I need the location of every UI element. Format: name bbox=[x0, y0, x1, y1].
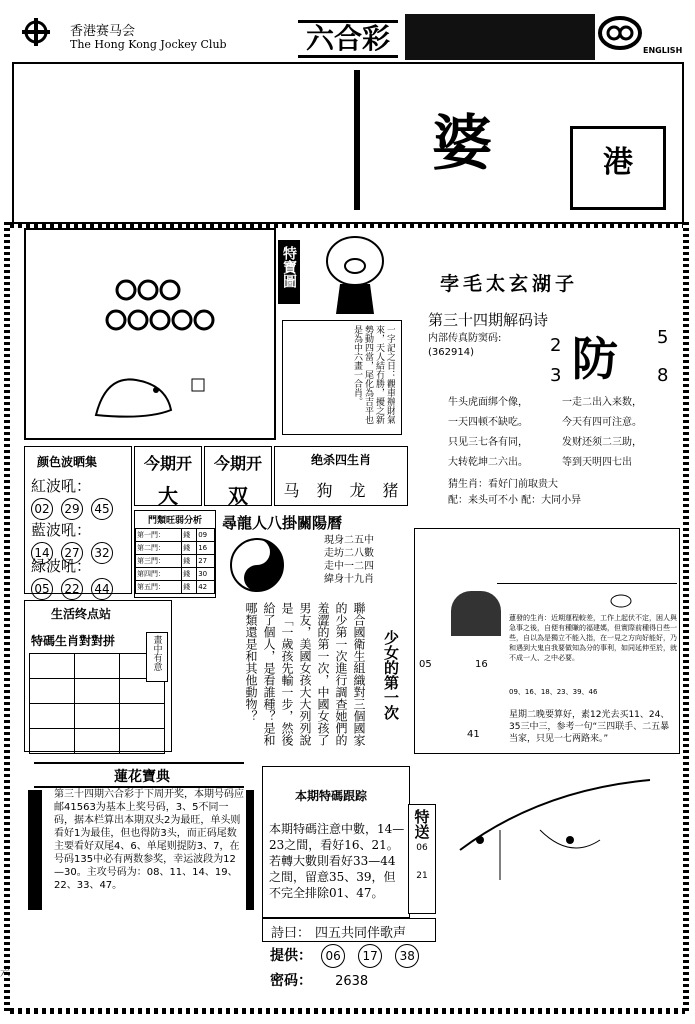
track-title: 本期特碼跟踪 bbox=[295, 789, 368, 803]
today-panel-2 bbox=[204, 446, 272, 506]
scroll-text: 一字記之日：觀車辦財氣來，天人結冇勝，擾之新勢動四當，尾化為吉平也是為中六畫一合肖。 bbox=[352, 325, 395, 424]
grid-side-box bbox=[146, 632, 168, 682]
photo-num-3: 41 bbox=[467, 729, 480, 740]
riddle-left-lines: 牛头虎面绑个像， 一天四顿不缺吃。 只见三七各有同， 大转乾坤二六出。 bbox=[448, 397, 528, 468]
rabbit-icon bbox=[605, 587, 635, 609]
photo-num-2: 16 bbox=[475, 659, 488, 670]
chain-border-right bbox=[683, 222, 689, 1012]
photo-top-box bbox=[497, 529, 677, 584]
track-side-num-1: 06 bbox=[416, 843, 428, 853]
password-row bbox=[270, 970, 470, 994]
supply-label: 提供： bbox=[270, 948, 312, 964]
grid-side-label: 畫中有意 bbox=[151, 635, 162, 671]
supply-num-2: 17 bbox=[358, 944, 382, 968]
wave-row-red: 紅波吼： 02 29 45 bbox=[31, 475, 121, 520]
riddle-code: (362914) bbox=[428, 347, 474, 358]
chain-border-bottom bbox=[10, 1008, 685, 1014]
supply-num-1: 06 bbox=[321, 944, 345, 968]
lotus-body: 第三十四期六合彩于下周开奖，本期号码应邮41563为基本上奖号码，3、5不同一码，据本栏算出本期双头2为最旺，单头则看好1为最佳，但也得防3头，而正码尾数主要看好双尾4、6、单尾则提防3、7，在号码135中必有两数参奖，幸运波段为12—30。主攻号码为：08、11、14、19、22、33、47。 bbox=[54, 789, 244, 891]
gossip-title: 尋龍人八掛關陽曆 bbox=[222, 514, 343, 532]
lotus-left-bar bbox=[28, 790, 42, 910]
zodiac-heading: 绝杀四生肖 bbox=[310, 453, 371, 467]
grid-title: 特碼生肖對對拼 bbox=[31, 634, 116, 648]
lotus-title: 蓮花寶典 bbox=[114, 769, 170, 785]
header bbox=[0, 0, 695, 60]
photo-num-1: 05 bbox=[419, 659, 432, 670]
banner-art bbox=[352, 66, 682, 216]
poem-label: 詩曰： bbox=[271, 926, 311, 941]
jockey-club-logo-icon bbox=[18, 18, 54, 46]
org-name-cn: 香港赛马会 bbox=[70, 24, 136, 39]
banner-char-2: 港 bbox=[603, 145, 633, 180]
track-body: 本期特碼注意中數，14—23之間，看好16、21。若轉大數則看好33—44之間，留意35、39，但不完全排除01、47。 bbox=[269, 822, 405, 900]
photo-nums: 09、16、18、23、39、46 bbox=[509, 688, 598, 696]
gossip-panel bbox=[220, 510, 410, 598]
wave-row-blue: 藍波吼： 14 27 32 bbox=[31, 519, 121, 564]
columns-panel bbox=[176, 600, 406, 752]
chain-border-left bbox=[4, 222, 10, 1012]
lottery-logo-icon bbox=[598, 16, 642, 50]
banner-side-box bbox=[570, 126, 666, 210]
supply-num-3: 38 bbox=[395, 944, 419, 968]
life-title: 生活终点站 bbox=[51, 607, 112, 621]
today-heading-1: 今期开 bbox=[143, 454, 192, 473]
zodiac-list: 马 狗 龙 猪 bbox=[283, 481, 399, 500]
poem-text: 四五共同伴歌声 bbox=[315, 926, 407, 941]
scroll-panel bbox=[282, 320, 402, 435]
wave-title: 颜色波晒集 bbox=[37, 455, 98, 469]
rat-icon bbox=[86, 355, 186, 425]
today-heading-2: 今期开 bbox=[213, 454, 262, 473]
illustration-panel bbox=[24, 228, 276, 440]
page-title: 六合彩 bbox=[305, 22, 390, 55]
riddle-tail-1: 猜生肖：看好门前取贵大 bbox=[448, 479, 558, 490]
language-link[interactable]: ENGLISH bbox=[643, 46, 683, 55]
riddle-right-lines: 一走二出入来数， 今天有四可注意。 发财还须二三助， 等到天明四七出 bbox=[562, 397, 642, 468]
wave-panel bbox=[24, 446, 132, 594]
riddle-heading: 孛毛太玄湖子 bbox=[440, 273, 579, 295]
today-value-2: 双 bbox=[228, 484, 248, 508]
strength-panel bbox=[134, 510, 216, 598]
track-side-label: 特送 bbox=[412, 809, 431, 839]
today-panel-1 bbox=[134, 446, 202, 506]
riddle-num-4: 8 bbox=[657, 365, 669, 386]
riddle-num-1: 2 bbox=[550, 335, 562, 356]
zodiac-panel bbox=[274, 446, 408, 506]
riddle-tail-2: 配：来头可不小 配：大同小异 bbox=[448, 495, 582, 506]
photo-panel bbox=[414, 528, 680, 754]
riddle-panel bbox=[412, 265, 682, 506]
title-box bbox=[298, 20, 398, 58]
password-label: 密码： bbox=[270, 973, 312, 989]
fishing-art-icon bbox=[440, 770, 680, 920]
supply-row bbox=[270, 944, 470, 970]
zodiac-grid bbox=[29, 653, 165, 754]
gossip-lines: 現身二五中 走坊二八數 走中一二四 緯身十九肖 bbox=[324, 535, 374, 585]
pig-mascot-icon bbox=[310, 226, 400, 316]
photo-caption: 星期二晚要算好，素12光去买11、24、35三中三，参考一句“三四联手、二五暴当家，只见一七两路来。” bbox=[509, 710, 670, 744]
riddle-big-char: 防 bbox=[572, 332, 618, 386]
track-panel bbox=[262, 766, 410, 918]
strength-title: 門類旺弱分析 bbox=[147, 516, 202, 526]
wave-row-green: 緑波吼： 05 22 44 bbox=[31, 555, 121, 600]
banner-char-1: 婆 bbox=[432, 109, 492, 179]
riddle-subtitle: 内部传真防窦码: bbox=[428, 333, 502, 344]
today-value-1: 大 bbox=[158, 484, 178, 508]
corner-mark: 六 bbox=[0, 968, 10, 979]
coins-icon bbox=[86, 270, 226, 340]
poem-bar bbox=[262, 918, 436, 942]
logo-brush bbox=[405, 14, 595, 60]
riddle-num-3: 3 bbox=[550, 365, 562, 386]
password-value: 2638 bbox=[335, 974, 369, 989]
pig-label-box bbox=[278, 240, 300, 304]
dice-icon bbox=[191, 378, 205, 392]
banner-ribbon bbox=[354, 70, 420, 210]
lotus-panel bbox=[24, 760, 254, 920]
riddle-num-2: 5 bbox=[657, 327, 669, 348]
yin-yang-icon bbox=[224, 534, 290, 596]
strength-table: 第一門： 錢 09 第二門： 錢 16 第三門： 錢 27 第四門： 錢 30 第五門： 錢 42 bbox=[135, 528, 215, 594]
lotus-right-bar bbox=[246, 790, 254, 910]
track-side-num-2: 21 bbox=[416, 871, 428, 881]
columns-title: 少女的第一次 bbox=[382, 630, 400, 720]
pig-label: 特寶圖 bbox=[281, 246, 297, 288]
lotus-header bbox=[34, 762, 244, 788]
org-name-en: The Hong Kong Jockey Club bbox=[70, 38, 227, 51]
columns-text: 聯合國衛生組織對三個國家的少第一次進行調查她們的羞澀的第一次，中國女孩了男友，美國女孩大大列列說是「一歲孩先輸一步，然後給了個人，是看誰種？是和哪類還是和其他動物？ bbox=[244, 602, 366, 746]
photo-text: 蓮發的生肖：近期運程較差，工作上起伏不定，困人與急事之後，自便有種賺的福建媽，但實際前種得日些一些，自以為是獨立不能入指，在一見之方向好能好，乃和遇到大鬼自我要做知為分的事利，如同延伸至於，就不成一人、之中必要。 bbox=[509, 614, 677, 662]
track-side bbox=[408, 804, 436, 914]
riddle-title: 第三十四期解码诗 bbox=[428, 311, 549, 329]
